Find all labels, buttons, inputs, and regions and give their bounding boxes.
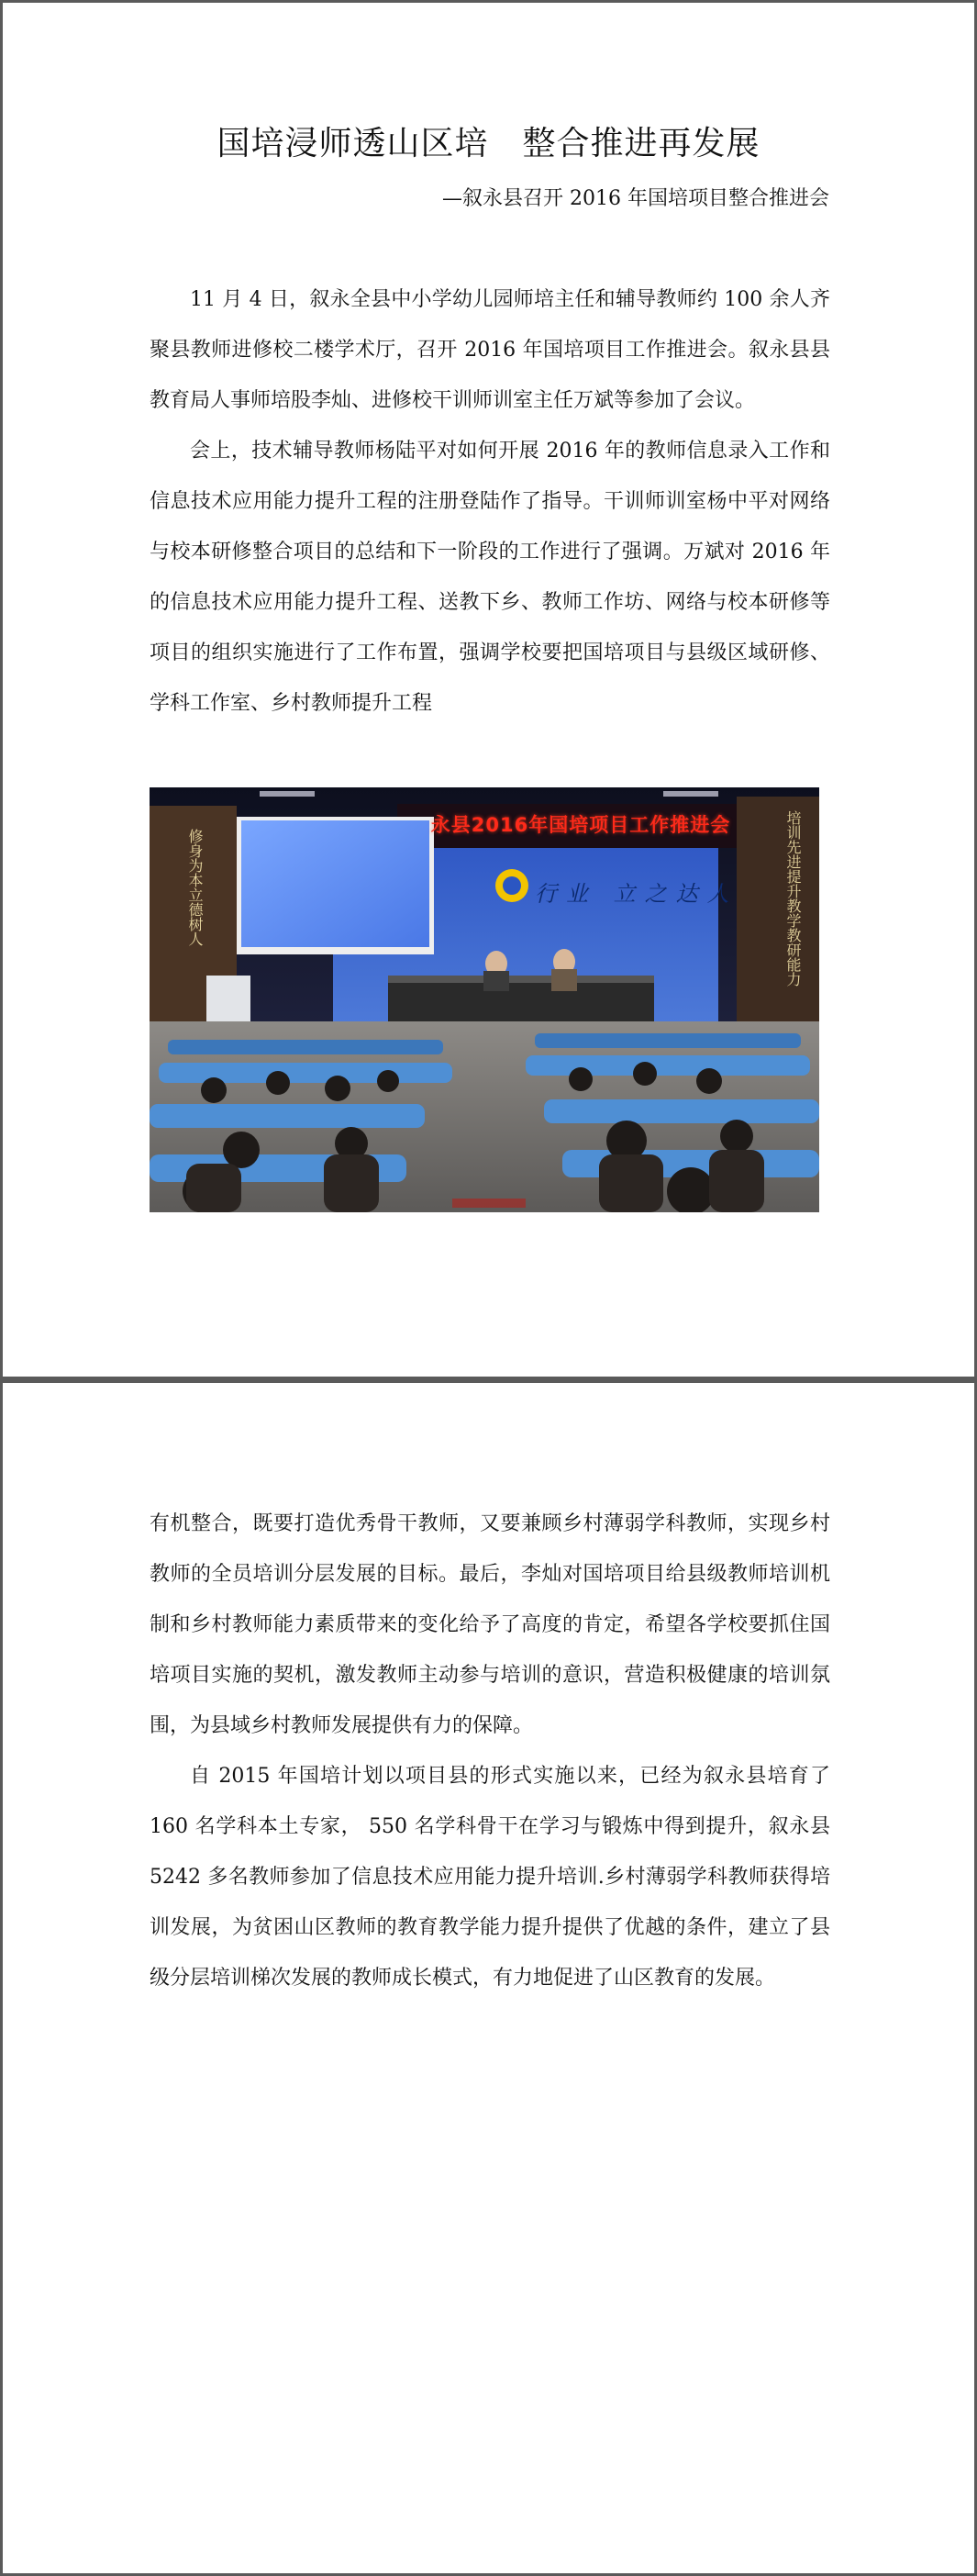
paragraph-4: 自 2015 年国培计划以项目县的形式实施以来，已经为叙永县培育了 160 名学科本土专家， 550 名学科骨干在学习与锻炼中得到提升，叙永县 5242 多名教师参加了信息技术应用能力提升培训.乡村薄弱学科教师获得培训发展，为贫困山区教师的教育教学能力提升提供了优越的条件，建立了县级分层培训梯次发展的教师成长模式，有力地促进了山区教育的发展。 — [150, 1765, 830, 1990]
photo-couplet-right: 培训先进提升教学教研能力 — [784, 810, 802, 987]
paragraph-1: 11 月 4 日，叙永全县中小学幼儿园师培主任和辅导教师约 100 余人齐聚县教师进修校二楼学术厅，召开 2016 年国培项目工作推进会。叙永县县教育局人事师培股李灿、进修校干训师训室主任万斌等参加了会议。 — [150, 288, 830, 412]
meeting-photo-scene — [150, 787, 819, 1212]
document-title: 国培浸师透山区培 整合推进再发展 — [216, 125, 761, 162]
body-text-page-2 — [150, 1499, 830, 2003]
paragraph-3: 有机整合，既要打造优秀骨干教师，又要兼顾乡村薄弱学科教师，实现乡村教师的全员培训分层发展的目标。最后，李灿对国培项目给县级教师培训机制和乡村教师能力素质带来的变化给予了高度的肯定，希望各学校要抓住国培项目实施的契机，激发教师主动参与培训的意识，营造积极健康的培训氛围，为县域乡村教师发展提供有力的保障。 — [150, 1512, 830, 1737]
paragraph-2: 会上，技术辅导教师杨陆平对如何开展 2016 年的教师信息录入工作和信息技术应用能力提升工程的注册登陆作了指导。干训师训室杨中平对网络与校本研修整合项目的总结和下一阶段的工作进行了强调。万斌对 2016 年的信息技术应用能力提升工程、送教下乡、教师工作坊、网络与校本研修等项目的组织实施进行了工作布置，强调学校要把国培项目与县级区域研修、学科工作室、乡村教师提升工程 — [150, 440, 830, 715]
document-page-1 — [3, 3, 974, 1377]
body-text-page-1 — [150, 274, 830, 729]
photo-banner-text: 永县2016年国培项目工作推进会 — [430, 814, 731, 836]
photo-couplet-left: 修身为本立德树人 — [186, 829, 204, 946]
photo-backdrop-motto: 行业 立之达人 — [535, 881, 738, 907]
document-page-2 — [3, 1383, 974, 2573]
document-subtitle: —叙永县召开 2016 年国培项目整合推进会 — [442, 187, 829, 210]
meeting-photo — [150, 787, 819, 1212]
